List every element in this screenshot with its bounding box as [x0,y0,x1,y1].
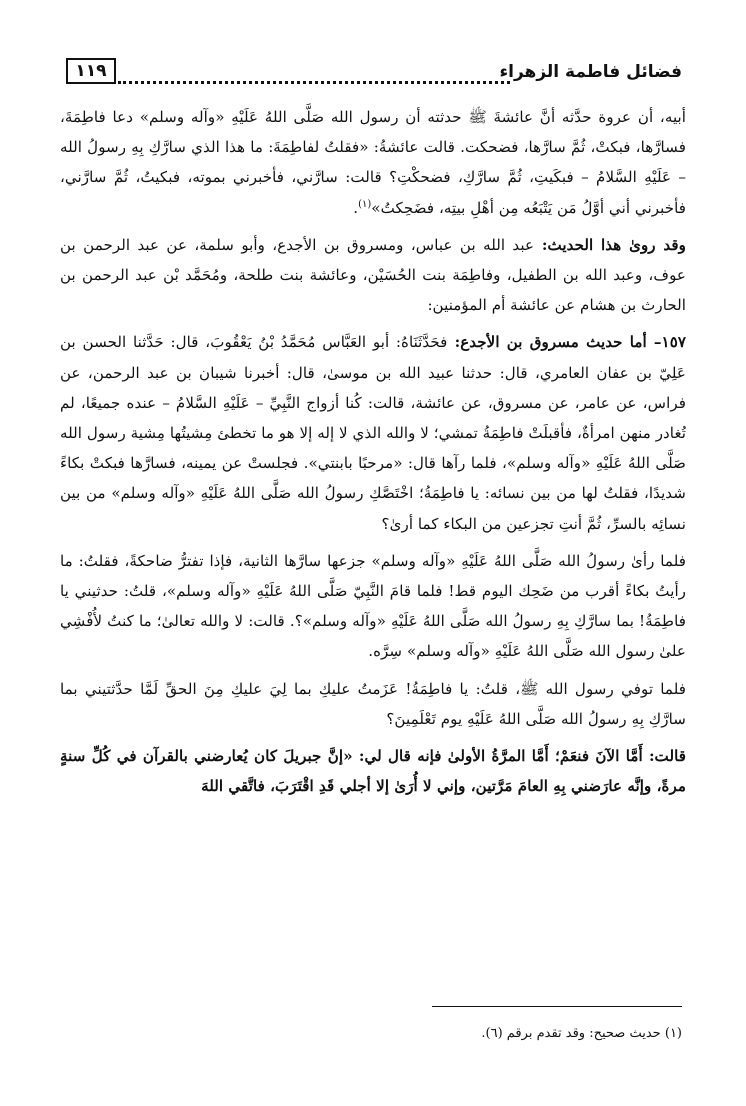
text-run: عبد الله بن عباس، ومسروق بن الأجدع، وأبو سلمة، عن عبد الرحمن بن عوف، وعبد الله بن الطفيل، وفاطِمَة بنت الحُسَيْن، وعائشة بنت طلحة، ومُحَمَّد بْن عبد الرحمن بن الحارث بن هشام عن عائشة أم المؤمنين: [60,235,686,315]
footnote-marker: (١) [358,198,372,210]
page-number: ١١٩ [66,58,116,84]
paragraph [60,546,686,667]
paragraph [60,230,686,321]
text-run: أبيه، أن عروة حدَّثه أنَّ عائشةَ ﷺ حدثته أن رسول الله صَلَّى اللهُ عَلَيْهِ «وآله وسلم» دعا فاطِمَةَ، فسارَّها، فبكتْ، ثُمَّ سارَّها، فضحكت. قالت عائشةُ: «فقلتُ لفاطِمَةَ: ما هذا الذي سارَّكِ بِهِ رسولُ الله – عَلَيْهِ السَّلامُ – فبكَيتِ، ثُمَّ سارَّكِ، فضحكْتِ؟ قالت: سارَّني، فأخبرني بموته، فبكيتُ، ثُمَّ سارَّني، فأخبرني أني أوَّلُ مَن يَتْبَعُه مِن أهْلِ بيتِه، فضَحِكتُ» [60,108,686,217]
bold-run: قالت: أَمَّا الآنَ فنعَمْ؛ أَمَّا المرَّةُ الأولىٰ فإنه قال لي: «إنَّ جبريلَ كان يُعارضني بالقرآن في كُلِّ سنةٍ مرةً، وإنَّه عارَضني بِهِ العامَ مَرَّتين، وإني لا أُرَىٰ إلا أجلي قَدِ اقْتَرَبَ، فاتَّقي اللهَ [60,747,686,796]
footnote-separator [432,1006,682,1007]
text-run: فلما توفي رسول الله ﷺ، قلتُ: يا فاطِمَةُ! عَزَمتُ عليكِ بما لِيَ عليكِ مِنَ الحقِّ لَمَّا حدَّثتيني بما سارَّكِ بِهِ رسولُ الله صَلَّى اللهُ عَلَيْهِ يوم تَعْلَمِينَ؟ [60,679,686,728]
header-dotted-rule [118,81,510,84]
running-title: فضائل فاطمة الزهراء [499,62,682,82]
bold-run: ١٥٧– أما حديث مسروق بن الأجدع: [447,333,687,352]
page-header [66,58,682,88]
text-run: . [353,198,359,217]
text-run: فلما رأىٰ رسولُ الله صَلَّى اللهُ عَلَيْهِ «وآله وسلم» جزعها سارَّها الثانية، فإذا تفترُّ ضاحكةً، فقلتُ: ما رأيتُ بكاءً أقرب من ضَحِك اليوم قط! فلما قامَ النَّبِيّ صَلَّى اللهُ عَلَيْهِ «وآله وسلم»، قلتُ: حدثيني يا فاطِمَةُ! بما سارَّكِ بِهِ رسولُ الله صَلَّى اللهُ عَلَيْهِ «وآله وسلم»؟. قالت: لا والله تعالىٰ؛ ما كنتُ لأُفْشِي علىٰ رسول الله صَلَّى اللهُ عَلَيْهِ «وآله وسلم» سِرَّه. [60,551,686,661]
paragraph [60,102,686,223]
text-run: فحَدَّثَنَاهُ: أبو العَبَّاس مُحَمَّدُ بْنُ يَعْقُوبَ، قال: حَدَّثنا الحسن بن عَلِيّ بن عفان العامري، قال: حدثنا عبيد الله بن موسىٰ، قال: أخبرنا شيبان بن عبد الرحمن، عن فراس، عن عامر، عن مسروق، عن عائشة، قالت: كُنا أزواج النَّبِيِّ – عَلَيْهِ السَّلامُ – عنده جميعًا، لم تُغادر منهن امرأةٌ، فأقبلَتْ فاطِمَةُ تمشي؛ لا والله الذي لا إله إلا هو ما تخطئ مِشيتُها مِشية رسول الله صَلَّى اللهُ عَلَيْهِ «وآله وسلم»، فلما رآها قال: «مرحبًا بابنتي». فجلستْ عن يمينه، فسارَّها فبكتْ بكاءً شديدًا، فقلتُ لها من بين نسائه: يا فاطِمَةُ؛ اخْتَصَّكِ رسولُ الله صَلَّى اللهُ عَلَيْهِ «وآله وسلم» من بين نسائِه بالسرِّ، ثُمَّ أنتِ تجزعين من البكاء كما أرىٰ؟ [60,333,686,533]
bold-run: وقد روىٰ هذا الحديث: [534,235,686,254]
main-text [60,102,686,801]
footnote: (١) حديث صحيح: وقد تقدم برقم (٦). [481,1026,682,1041]
paragraph [60,327,686,538]
paragraph [60,674,686,734]
paragraph [60,741,686,801]
